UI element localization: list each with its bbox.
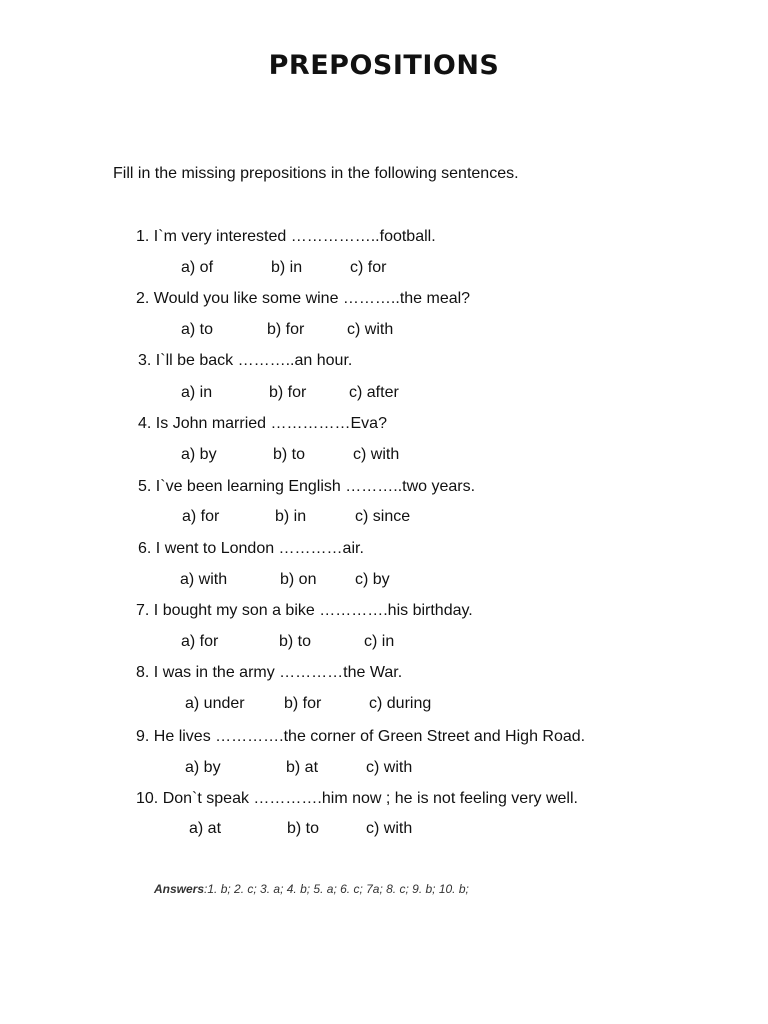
question-text: I bought my son a bike ………….his birthday. [153,602,473,619]
option-c: c) with [347,321,394,338]
question-text: I`ve been learning English ………..two years. [155,478,476,495]
question-text: Don`t speak ………….him now ; he is not feeling very well. [162,790,578,807]
question-4 [138,413,387,435]
question-text: I went to London …………air. [155,540,364,557]
option-a: a) to [181,321,214,338]
option-a: a) with [180,571,228,588]
option-c: c) by [355,571,390,588]
option-a: a) of [181,259,214,276]
option-c: c) with [353,446,400,463]
instructions-text: Fill in the missing prepositions in the following sentences. [113,165,519,182]
option-b: b) on [280,571,317,588]
question-6 [138,538,364,560]
option-b: b) to [287,820,320,837]
question-number: 9. [136,728,150,745]
option-a: a) by [181,446,217,463]
option-b: b) for [284,695,322,712]
answer-key-text: :1. b; 2. c; 3. a; 4. b; 5. a; 6. c; 7a; 8. c; 9. b; 10. b; [204,882,469,896]
question-number: 3. [138,352,152,369]
option-a: a) in [181,384,213,401]
question-text: I`m very interested ……………..football. [153,228,436,245]
option-b: b) for [269,384,307,401]
option-c: c) during [369,695,432,712]
question-5 [138,476,475,498]
question-number: 4. [138,415,152,432]
option-c: c) after [349,384,399,401]
option-c: c) with [366,759,413,776]
question-number: 5. [138,478,152,495]
option-b: b) to [273,446,306,463]
option-b: b) in [271,259,303,276]
option-a: a) at [189,820,222,837]
question-8 [136,662,402,684]
option-b: b) for [267,321,305,338]
question-number: 6. [138,540,152,557]
question-10 [136,788,578,810]
question-number: 2. [136,290,150,307]
option-a: a) by [185,759,221,776]
option-c: c) since [355,508,411,525]
question-text: Would you like some wine ………..the meal? [153,290,471,307]
answer-key [154,880,469,898]
question-2 [136,288,470,310]
page-title: PREPOSITIONS [268,50,500,81]
question-text: I was in the army …………the War. [153,664,403,681]
question-number: 10. [136,790,159,807]
option-c: c) in [364,633,395,650]
question-text: I`ll be back ………..an hour. [155,352,353,369]
question-text: Is John married ……………Eva? [155,415,387,432]
option-b: b) at [286,759,319,776]
option-b: b) in [275,508,307,525]
option-a: a) under [185,695,245,712]
question-7 [136,600,473,622]
answer-key-label: Answers [154,882,205,896]
option-b: b) to [279,633,312,650]
question-9 [136,726,585,748]
option-c: c) for [350,259,387,276]
question-1 [136,226,436,248]
option-a: a) for [182,508,220,525]
option-a: a) for [181,633,219,650]
question-3 [138,350,352,372]
option-c: c) with [366,820,413,837]
question-number: 8. [136,664,150,681]
question-number: 1. [136,228,150,245]
question-number: 7. [136,602,150,619]
question-text: He lives ………….the corner of Green Street and High Road. [153,728,586,745]
